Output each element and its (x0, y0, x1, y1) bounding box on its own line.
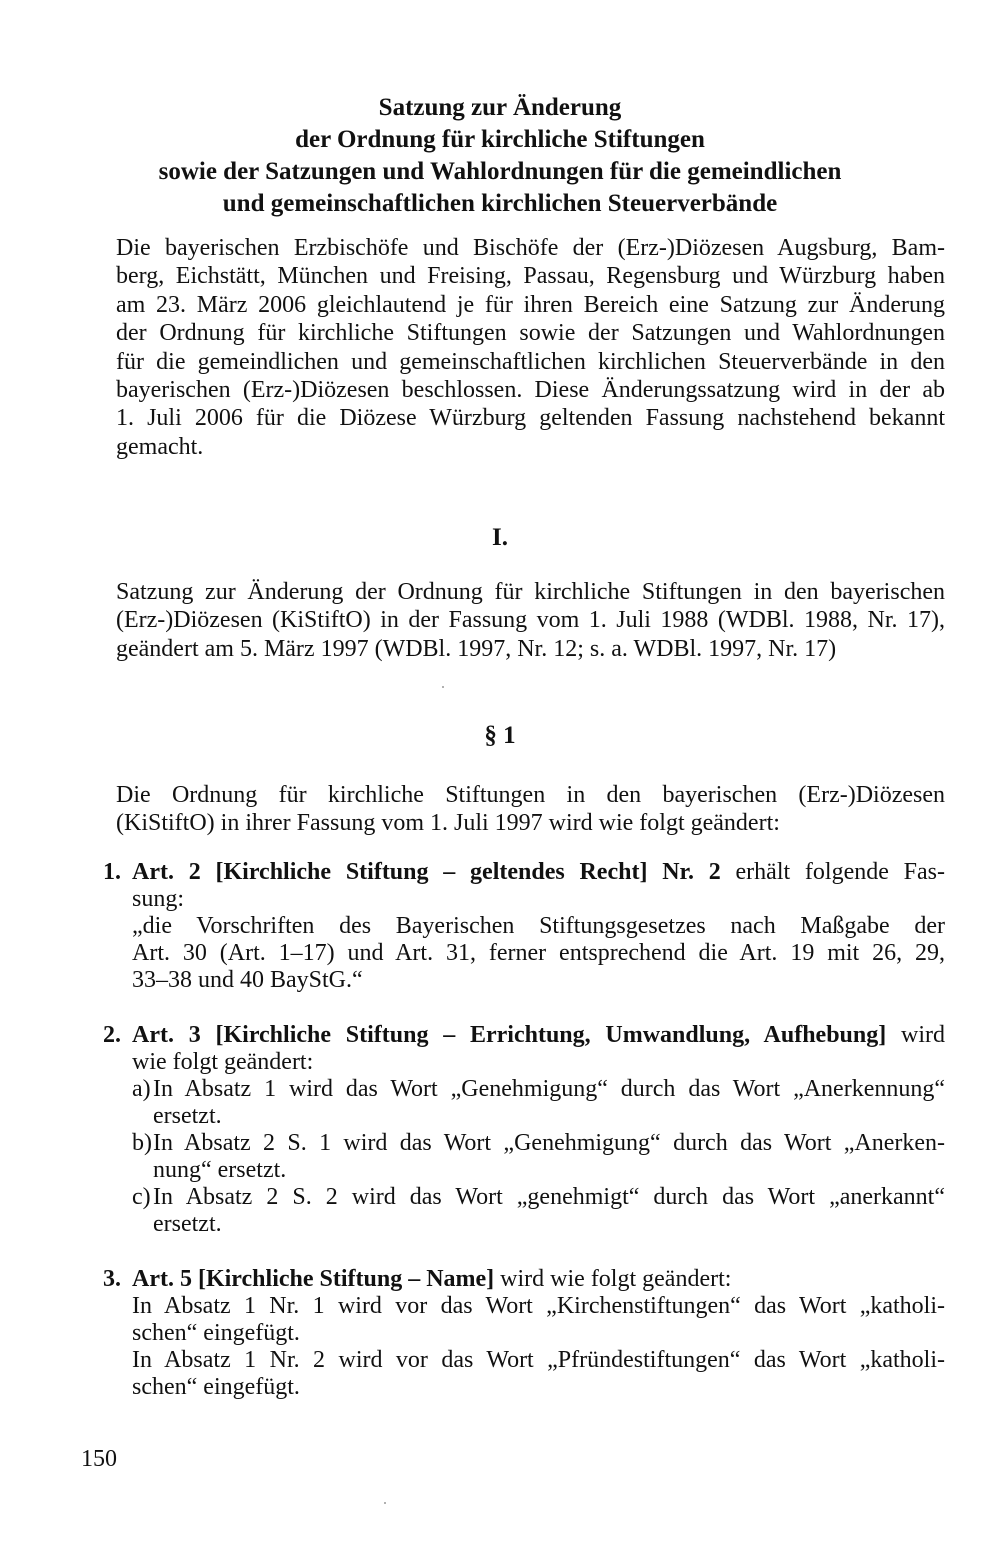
sub-item (132, 1076, 945, 1130)
item-heading-line (132, 859, 945, 886)
item-line: Art. 30 (Art. 1–17) und Art. 31, ferner entsprechend die Art. 19 mit 26, 29, (132, 940, 945, 966)
sub-item (132, 1130, 945, 1184)
sub-item-line: In Absatz 2 S. 2 wird das Wort „genehmigt“ durch das Wort „anerkannt“ (153, 1184, 945, 1210)
list-item (103, 1266, 945, 1401)
item-number: 3. (103, 1266, 121, 1292)
item-heading-rest: erhält folgende Fas- (720, 859, 945, 885)
item-heading-rest: wird (886, 1022, 945, 1048)
title-line: Satzung zur Änderung (378, 94, 622, 121)
scan-speck (442, 686, 444, 688)
intro-line: für die gemeindlichen und gemeinschaftlichen kirchlichen Steuerverbände in den (116, 348, 945, 375)
paragraph-heading: § 1 (484, 722, 516, 749)
paragraph-intro (116, 781, 945, 838)
intro-line: bayerischen (Erz-)Diözesen beschlossen. Diese Änderungssatzung wird in der ab (116, 377, 945, 404)
sub-item-line: nung“ ersetzt. (153, 1157, 287, 1183)
item-number: 2. (103, 1022, 121, 1048)
section-intro-line: (Erz-)Diözesen (KiStiftO) in der Fassung vom 1. Juli 1988 (WDBl. 1988, Nr. 17), (116, 607, 945, 634)
intro-line: am 23. März 2006 gleichlautend je für ihren Bereich eine Satzung zur Änderung (116, 291, 945, 318)
intro-line: Die bayerischen Erzbischöfe und Bischöfe der (Erz-)Diözesen Augsburg, Bam- (116, 235, 945, 261)
intro-line: berg, Eichstätt, München und Freising, Passau, Regensburg und Würzburg haben (116, 263, 945, 290)
item-line: „die Vorschriften des Bayerischen Stiftungsgesetzes nach Maßgabe der (132, 913, 945, 939)
item-line: schen“ eingefügt. (132, 1320, 300, 1346)
section-heading-roman: I. (492, 524, 508, 551)
paragraph-intro-line: (KiStiftO) in ihrer Fassung vom 1. Juli 1997 wird wie folgt geändert: (116, 810, 780, 837)
item-line: In Absatz 1 Nr. 1 wird vor das Wort „Kirchenstiftungen“ das Wort „katholi- (132, 1293, 945, 1319)
sub-item-line: ersetzt. (153, 1103, 222, 1129)
title-line: sowie der Satzungen und Wahlordnungen für die gemeindlichen (158, 158, 842, 185)
section-intro-line: Satzung zur Änderung der Ordnung für kirchliche Stiftungen in den bayerischen (116, 579, 945, 605)
paragraph-intro-line: Die Ordnung für kirchliche Stiftungen in den bayerischen (Erz-)Diözesen (116, 782, 945, 808)
item-heading-rest: wird wie folgt geändert: (494, 1266, 732, 1292)
item-line: schen“ eingefügt. (132, 1374, 300, 1400)
sub-item-label: c) (132, 1184, 151, 1210)
item-line: sung: (132, 886, 185, 912)
intro-line: gemacht. (116, 433, 204, 460)
list-item (103, 1022, 945, 1238)
sub-item-line: ersetzt. (153, 1211, 222, 1237)
intro-line: 1. Juli 2006 für die Diözese Würzburg geltenden Fassung nachstehend bekannt (116, 405, 945, 432)
item-heading-bold: Art. 3 [Kirchliche Stiftung – Errichtung, Umwandlung, Aufhebung] (132, 1022, 887, 1048)
page-number: 150 (81, 1446, 117, 1472)
sub-item (132, 1184, 945, 1238)
sub-item-line: In Absatz 1 wird das Wort „Genehmigung“ durch das Wort „Anerkennung“ (153, 1076, 945, 1102)
title-line: und gemeinschaftlichen kirchlichen Steuerverbände (222, 190, 778, 217)
sub-item-label: b) (132, 1130, 152, 1156)
item-heading-bold: Art. 5 [Kirchliche Stiftung – Name] (132, 1266, 495, 1292)
item-line: In Absatz 1 Nr. 2 wird vor das Wort „Pfründestiftungen“ das Wort „katholi- (132, 1347, 945, 1373)
list-item (103, 859, 945, 994)
intro-paragraph (116, 234, 945, 461)
intro-line: der Ordnung für kirchliche Stiftungen sowie der Satzungen und Wahlordnungen (116, 320, 945, 347)
item-number: 1. (103, 859, 121, 885)
item-heading-line (132, 1266, 945, 1293)
item-line: 33–38 und 40 BayStG.“ (132, 967, 363, 993)
sub-item-line: In Absatz 2 S. 1 wird das Wort „Genehmigung“ durch das Wort „Anerken- (153, 1130, 945, 1156)
section-intro-line: geändert am 5. März 1997 (WDBl. 1997, Nr. 12; s. a. WDBl. 1997, Nr. 17) (116, 635, 837, 662)
title-line: der Ordnung für kirchliche Stiftungen (295, 126, 705, 153)
item-line: wie folgt geändert: (132, 1049, 314, 1075)
scan-speck (384, 1502, 386, 1504)
item-heading-bold: Art. 2 [Kirchliche Stiftung – geltendes Recht] Nr. 2 (132, 859, 721, 885)
section-intro (116, 578, 945, 663)
sub-item-label: a) (132, 1076, 151, 1102)
document-title (0, 92, 1000, 220)
item-heading-line (132, 1022, 945, 1049)
